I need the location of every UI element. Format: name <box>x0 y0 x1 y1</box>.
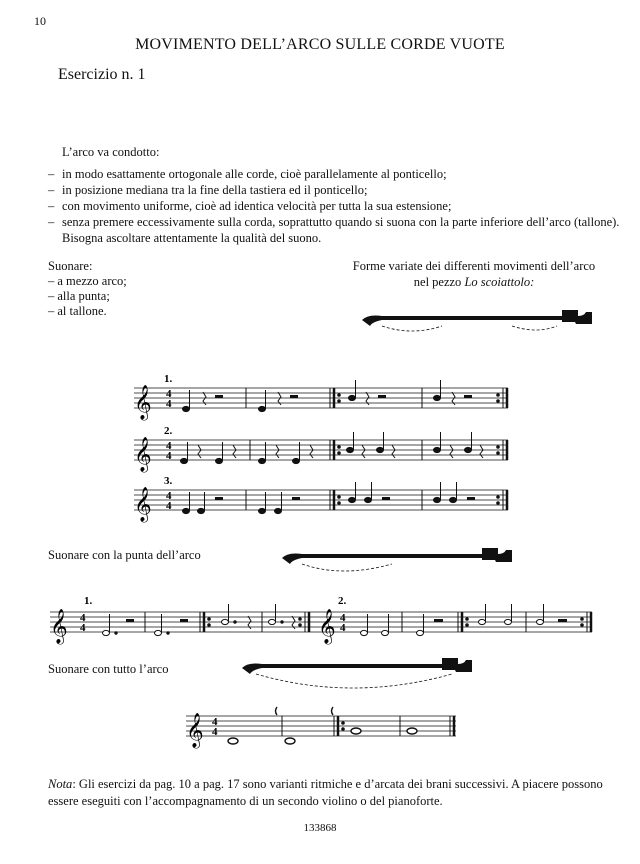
staff-punta <box>50 595 592 645</box>
exercise-title: Esercizio n. 1 <box>58 66 146 83</box>
svg-text:4: 4 <box>166 490 172 502</box>
instructions-intro: L’arco va condotto: <box>62 145 160 159</box>
bow-illustration-tutto <box>242 658 472 688</box>
svg-text:4: 4 <box>166 450 172 462</box>
bow-illustration-variants <box>362 310 592 331</box>
svg-text:4: 4 <box>212 716 218 728</box>
play-item: – alla punta; <box>48 289 110 303</box>
staff-number: 1. <box>164 373 173 385</box>
staff-1 <box>134 373 508 421</box>
svg-text:4: 4 <box>80 612 86 624</box>
treble-clef-icon: 𝄞 <box>186 714 204 747</box>
staff-3 <box>134 475 508 523</box>
variants-line2: nel pezzo Lo scoiattolo: <box>413 275 535 289</box>
page-number: 10 <box>34 14 46 28</box>
treble-clef-icon: 𝄞 <box>134 438 152 471</box>
svg-text:4: 4 <box>340 612 346 624</box>
staff-number: 3. <box>164 475 173 487</box>
staff-2 <box>134 425 508 473</box>
bow-illustration-punta <box>282 548 512 571</box>
page-title: MOVIMENTO DELL’ARCO SULLE CORDE VUOTE <box>135 36 505 53</box>
instruction-item: – in posizione mediana tra la fine della tastiera ed il ponticello; <box>48 183 368 197</box>
svg-text:4: 4 <box>166 398 172 410</box>
staff-number: 2. <box>338 595 347 607</box>
variants-line1: Forme variate dei differenti movimenti dell’arco <box>352 259 596 273</box>
treble-clef-icon: 𝄞 <box>50 610 68 643</box>
tutto-label: Suonare con tutto l’arco <box>48 662 169 676</box>
svg-text:4: 4 <box>166 500 172 512</box>
note-text: : Gli esercizi da pag. 10 a pag. 17 sono varianti ritmiche e d’arcata dei brani successivi. A piacere possono essere eseguiti con l’accompagnamento di un secondo violino o del pianoforte. <box>48 777 603 808</box>
instruction-item: – con movimento uniforme, cioè ad identica velocità per tutta la sua estensione; <box>48 199 452 213</box>
treble-clef-icon: 𝄞 <box>134 488 152 521</box>
svg-text:4: 4 <box>80 622 86 634</box>
staff-number: 2. <box>164 425 173 437</box>
play-item: – a mezzo arco; <box>48 274 127 288</box>
treble-clef-icon: 𝄞 <box>134 386 152 419</box>
staff-number: 1. <box>84 595 93 607</box>
play-item: – al tallone. <box>48 304 107 318</box>
punta-label: Suonare con la punta dell’arco <box>48 548 201 562</box>
staff-tutto <box>186 707 456 749</box>
instruction-item: – senza premere eccessivamente sulla corda, soprattutto quando si suona con la parte inferiore dell’arco (tallone). <box>48 215 620 229</box>
svg-text:4: 4 <box>166 440 172 452</box>
note-label: Nota <box>48 777 73 791</box>
svg-text:4: 4 <box>166 388 172 400</box>
treble-clef-icon: 𝄞 <box>318 610 336 643</box>
catalog-number: 133868 <box>303 822 337 834</box>
svg-text:4: 4 <box>212 726 218 738</box>
play-heading: Suonare: <box>48 259 93 273</box>
svg-text:4: 4 <box>340 622 346 634</box>
instruction-item: – in modo esattamente ortogonale alle corde, cioè parallelamente al ponticello; <box>48 167 447 181</box>
instruction-continuation: Bisogna ascoltare attentamente la qualità del suono. <box>62 231 322 245</box>
